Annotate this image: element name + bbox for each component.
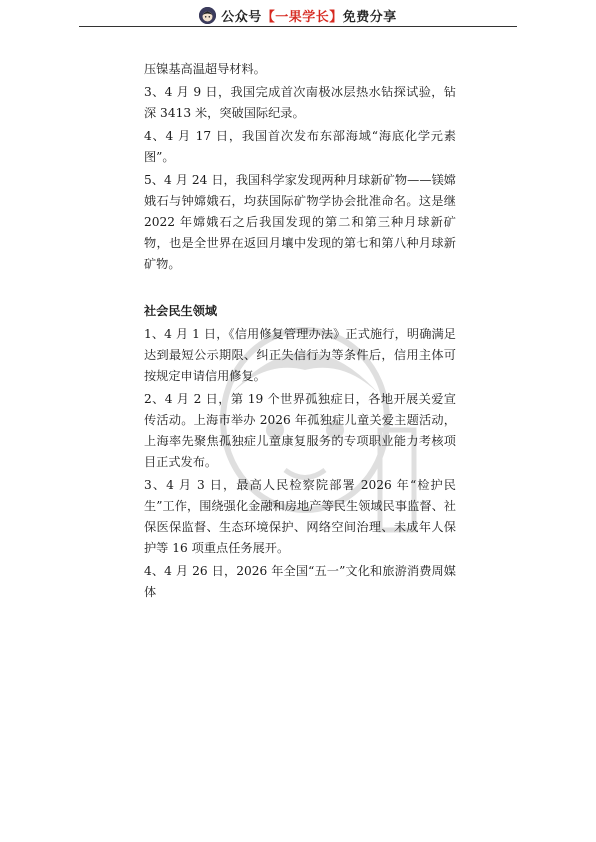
document-body — [144, 59, 456, 605]
paragraph-group-bottom — [144, 324, 456, 603]
paragraph: 3、4 月 3 日，最高人民检察院部署 2026 年“检护民生”工作，围绕强化金融和房地产等民生领域民事监督、社保医保监督、生态环境保护、网络空间治理、未成年人保护等 16 项重点任务展开。 — [144, 478, 456, 555]
header-prefix: 公众号 — [221, 9, 262, 25]
paragraph: 5、4 月 24 日，我国科学家发现两种月球新矿物——镁嫦娥石与钟嫦娥石，均获国际矿物学协会批准命名。这是继 2022 年嫦娥石之后我国发现的第二和第三种月球新矿物，也是全世界在返回月壤中发现的第七和第八种月球新矿物。 — [144, 173, 456, 271]
cartoon-avatar-icon — [199, 7, 216, 24]
header-divider — [79, 26, 517, 27]
header-brand: 【一果学长】 — [261, 9, 343, 25]
header-title — [221, 6, 397, 25]
paragraph: 3、4 月 9 日，我国完成首次南极冰层热水钻探试验，钻深 3413 米，突破国际纪录。 — [144, 85, 456, 120]
paragraph: 1、4 月 1 日，《信用修复管理办法》正式施行，明确满足达到最短公示期限、纠正失信行为等条件后，信用主体可按规定申请信用修复。 — [144, 327, 456, 383]
paragraph: 4、4 月 26 日，2026 年全国“五一”文化和旅游消费周媒体 — [144, 564, 456, 599]
paragraph-group-top — [144, 59, 456, 275]
section-title: 社会民生领域 — [144, 304, 218, 318]
header-suffix: 免费分享 — [342, 9, 397, 25]
paragraph: 2、4 月 2 日，第 19 个世界孤独症日，各地开展关爱宣传活动。上海市举办 2026 年孤独症儿童关爱主题活动，上海率先聚焦孤独症儿童康复服务的专项职业能力考核项目正式发布。 — [144, 392, 456, 469]
paragraph: 4、4 月 17 日，我国首次发布东部海域“海底化学元素图”。 — [144, 129, 456, 164]
paragraph: 压镍基高温超导材料。 — [144, 62, 266, 76]
